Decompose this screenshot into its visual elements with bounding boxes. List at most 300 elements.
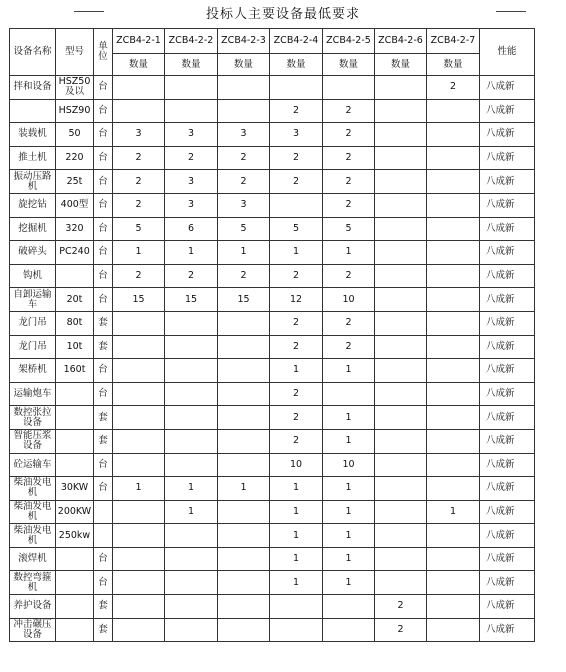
equipment-unit: 台: [94, 382, 113, 406]
quantity-cell: 15: [165, 288, 218, 312]
table-row: [10, 618, 535, 642]
quantity-cell: [375, 170, 427, 194]
equipment-model: [56, 429, 94, 453]
equipment-unit: 台: [94, 571, 113, 595]
quantity-cell: 10: [323, 453, 375, 477]
equipment-name: 数控弯箍机: [10, 571, 56, 595]
equipment-model: HSZ50及以: [56, 76, 94, 100]
quantity-cell: 3: [218, 193, 270, 217]
equipment-model: [56, 595, 94, 619]
header-section: ZCB4-2-6: [375, 29, 427, 54]
quantity-cell: 2: [270, 99, 323, 123]
equipment-model: 220: [56, 146, 94, 170]
quantity-cell: 2: [270, 170, 323, 194]
quantity-cell: [113, 453, 165, 477]
title-rule-right: [496, 11, 526, 12]
header-row: [10, 29, 535, 54]
equipment-unit: 台: [94, 99, 113, 123]
quantity-cell: [218, 547, 270, 571]
performance-cell: 八成新: [480, 311, 535, 335]
performance-cell: 八成新: [480, 453, 535, 477]
quantity-cell: [270, 76, 323, 100]
quantity-cell: [165, 99, 218, 123]
quantity-cell: 2: [323, 193, 375, 217]
quantity-cell: 1: [323, 571, 375, 595]
equipment-name: 龙门吊: [10, 335, 56, 359]
header-name: 设备名称: [10, 29, 56, 76]
quantity-cell: [427, 595, 480, 619]
quantity-cell: [427, 241, 480, 265]
quantity-cell: [113, 76, 165, 100]
quantity-cell: [165, 571, 218, 595]
quantity-cell: 2: [323, 123, 375, 147]
quantity-cell: [113, 571, 165, 595]
quantity-cell: [165, 311, 218, 335]
equipment-model: 10t: [56, 335, 94, 359]
equipment-unit: 台: [94, 359, 113, 383]
equipment-model: [56, 382, 94, 406]
quantity-cell: [218, 500, 270, 524]
quantity-cell: 5: [270, 217, 323, 241]
quantity-cell: [165, 595, 218, 619]
equipment-unit: 台: [94, 76, 113, 100]
performance-cell: 八成新: [480, 359, 535, 383]
quantity-cell: [427, 477, 480, 501]
equipment-model: 50: [56, 123, 94, 147]
performance-cell: 八成新: [480, 429, 535, 453]
performance-cell: 八成新: [480, 170, 535, 194]
equipment-unit: 台: [94, 146, 113, 170]
quantity-cell: 1: [270, 547, 323, 571]
table-row: [10, 99, 535, 123]
table-row: [10, 500, 535, 524]
quantity-cell: [218, 382, 270, 406]
quantity-cell: [375, 477, 427, 501]
quantity-cell: 2: [270, 264, 323, 288]
quantity-cell: 2: [165, 264, 218, 288]
equipment-name: 柴油发电机: [10, 500, 56, 524]
quantity-cell: [375, 241, 427, 265]
performance-cell: 八成新: [480, 146, 535, 170]
quantity-cell: [113, 311, 165, 335]
quantity-cell: 5: [113, 217, 165, 241]
performance-cell: 八成新: [480, 595, 535, 619]
quantity-cell: 2: [218, 264, 270, 288]
performance-cell: 八成新: [480, 618, 535, 642]
equipment-name: 智能压浆设备: [10, 429, 56, 453]
quantity-cell: 15: [218, 288, 270, 312]
quantity-cell: [218, 571, 270, 595]
performance-cell: 八成新: [480, 264, 535, 288]
equipment-unit: 套: [94, 429, 113, 453]
table-row: [10, 193, 535, 217]
table-row: [10, 382, 535, 406]
performance-cell: 八成新: [480, 571, 535, 595]
quantity-cell: [113, 406, 165, 430]
equipment-unit: 台: [94, 477, 113, 501]
page-title: 投标人主要设备最低要求: [205, 7, 360, 22]
quantity-cell: 1: [270, 571, 323, 595]
quantity-cell: [165, 76, 218, 100]
quantity-cell: 2: [218, 146, 270, 170]
quantity-cell: [427, 193, 480, 217]
quantity-cell: [427, 571, 480, 595]
quantity-cell: [375, 547, 427, 571]
quantity-cell: 3: [218, 123, 270, 147]
table-row: [10, 123, 535, 147]
equipment-model: 30KW: [56, 477, 94, 501]
quantity-cell: [165, 359, 218, 383]
table-row: [10, 406, 535, 430]
header-section: ZCB4-2-3: [218, 29, 270, 54]
header-unit: 单位: [94, 29, 113, 76]
quantity-cell: [375, 571, 427, 595]
quantity-cell: [427, 524, 480, 548]
quantity-cell: [165, 453, 218, 477]
quantity-cell: [375, 288, 427, 312]
quantity-cell: [165, 335, 218, 359]
quantity-cell: 2: [323, 146, 375, 170]
equipment-model: 250kw: [56, 524, 94, 548]
equipment-model: 80t: [56, 311, 94, 335]
equipment-unit: 台: [94, 170, 113, 194]
quantity-cell: [218, 618, 270, 642]
equipment-name: 装载机: [10, 123, 56, 147]
table-row: [10, 264, 535, 288]
quantity-cell: [375, 406, 427, 430]
performance-cell: 八成新: [480, 217, 535, 241]
performance-cell: 八成新: [480, 241, 535, 265]
equipment-name: [10, 99, 56, 123]
quantity-cell: 2: [270, 335, 323, 359]
quantity-cell: 2: [113, 264, 165, 288]
quantity-cell: [218, 99, 270, 123]
equipment-requirements-table: [9, 28, 535, 642]
quantity-cell: [375, 359, 427, 383]
quantity-cell: [427, 335, 480, 359]
quantity-cell: [113, 595, 165, 619]
header-perf: 性能: [480, 29, 535, 76]
equipment-unit: [94, 500, 113, 524]
quantity-cell: [375, 382, 427, 406]
quantity-cell: [113, 382, 165, 406]
header-qty: 数量: [427, 54, 480, 76]
equipment-name: 自卸运输车: [10, 288, 56, 312]
quantity-cell: 2: [270, 382, 323, 406]
quantity-cell: [427, 264, 480, 288]
quantity-cell: 3: [165, 123, 218, 147]
quantity-cell: 1: [165, 241, 218, 265]
quantity-cell: [165, 618, 218, 642]
quantity-cell: [165, 547, 218, 571]
equipment-name: 挖掘机: [10, 217, 56, 241]
quantity-cell: 1: [270, 500, 323, 524]
equipment-name: 架桥机: [10, 359, 56, 383]
equipment-unit: 台: [94, 217, 113, 241]
quantity-cell: 2: [113, 146, 165, 170]
quantity-cell: [113, 618, 165, 642]
quantity-cell: [113, 429, 165, 453]
quantity-cell: [113, 547, 165, 571]
equipment-unit: 套: [94, 311, 113, 335]
quantity-cell: [375, 146, 427, 170]
equipment-model: HSZ90: [56, 99, 94, 123]
quantity-cell: [165, 524, 218, 548]
quantity-cell: 2: [375, 595, 427, 619]
equipment-model: [56, 571, 94, 595]
equipment-name: 旋挖钻: [10, 193, 56, 217]
quantity-cell: [375, 429, 427, 453]
equipment-unit: 套: [94, 335, 113, 359]
table-row: [10, 429, 535, 453]
quantity-cell: 2: [270, 406, 323, 430]
quantity-cell: 5: [323, 217, 375, 241]
quantity-cell: [218, 406, 270, 430]
quantity-cell: [375, 264, 427, 288]
header-qty: 数量: [218, 54, 270, 76]
quantity-cell: [427, 382, 480, 406]
equipment-unit: 套: [94, 406, 113, 430]
equipment-model: 400型: [56, 193, 94, 217]
header-section: ZCB4-2-2: [165, 29, 218, 54]
quantity-cell: 12: [270, 288, 323, 312]
quantity-cell: [375, 123, 427, 147]
quantity-cell: 1: [323, 241, 375, 265]
performance-cell: 八成新: [480, 99, 535, 123]
table-row: [10, 288, 535, 312]
quantity-cell: 2: [270, 429, 323, 453]
quantity-cell: 2: [375, 618, 427, 642]
header-qty: 数量: [113, 54, 165, 76]
quantity-cell: [375, 335, 427, 359]
quantity-cell: [375, 217, 427, 241]
equipment-name: 龙门吊: [10, 311, 56, 335]
performance-cell: 八成新: [480, 524, 535, 548]
quantity-cell: [323, 618, 375, 642]
header-qty: 数量: [375, 54, 427, 76]
quantity-cell: [427, 547, 480, 571]
performance-cell: 八成新: [480, 477, 535, 501]
quantity-cell: [113, 359, 165, 383]
equipment-unit: 台: [94, 453, 113, 477]
quantity-cell: [113, 335, 165, 359]
equipment-name: 推土机: [10, 146, 56, 170]
quantity-cell: [427, 99, 480, 123]
quantity-cell: 1: [323, 406, 375, 430]
quantity-cell: [375, 76, 427, 100]
equipment-model: [56, 618, 94, 642]
quantity-cell: [427, 311, 480, 335]
quantity-cell: 15: [113, 288, 165, 312]
quantity-cell: [375, 524, 427, 548]
quantity-cell: [427, 146, 480, 170]
quantity-cell: [218, 311, 270, 335]
header-qty: 数量: [165, 54, 218, 76]
table-row: [10, 241, 535, 265]
equipment-name: 振动压路机: [10, 170, 56, 194]
header-qty: 数量: [323, 54, 375, 76]
equipment-model: 200KW: [56, 500, 94, 524]
quantity-cell: [323, 595, 375, 619]
quantity-cell: 1: [113, 477, 165, 501]
quantity-cell: 1: [323, 500, 375, 524]
table-row: [10, 595, 535, 619]
quantity-cell: [427, 453, 480, 477]
quantity-cell: [427, 170, 480, 194]
header-section: ZCB4-2-5: [323, 29, 375, 54]
performance-cell: 八成新: [480, 123, 535, 147]
quantity-cell: [218, 359, 270, 383]
quantity-cell: 1: [165, 500, 218, 524]
equipment-model: 25t: [56, 170, 94, 194]
performance-cell: 八成新: [480, 335, 535, 359]
quantity-cell: 2: [427, 76, 480, 100]
equipment-unit: 台: [94, 547, 113, 571]
quantity-cell: 2: [113, 170, 165, 194]
equipment-name: 数控张拉设备: [10, 406, 56, 430]
equipment-name: 养护设备: [10, 595, 56, 619]
quantity-cell: 3: [270, 123, 323, 147]
quantity-cell: 2: [165, 146, 218, 170]
performance-cell: 八成新: [480, 193, 535, 217]
quantity-cell: [375, 193, 427, 217]
performance-cell: 八成新: [480, 500, 535, 524]
table-row: [10, 359, 535, 383]
quantity-cell: 1: [427, 500, 480, 524]
table-row: [10, 146, 535, 170]
quantity-cell: 2: [113, 193, 165, 217]
quantity-cell: 1: [270, 241, 323, 265]
quantity-cell: 2: [323, 170, 375, 194]
quantity-cell: [375, 99, 427, 123]
table-row: [10, 76, 535, 100]
equipment-name: 柴油发电机: [10, 524, 56, 548]
quantity-cell: 1: [323, 359, 375, 383]
quantity-cell: 2: [323, 99, 375, 123]
header-section: ZCB4-2-1: [113, 29, 165, 54]
header-section: ZCB4-2-4: [270, 29, 323, 54]
quantity-cell: 2: [323, 264, 375, 288]
equipment-model: [56, 264, 94, 288]
equipment-model: 320: [56, 217, 94, 241]
performance-cell: 八成新: [480, 547, 535, 571]
quantity-cell: [218, 429, 270, 453]
quantity-cell: 2: [270, 146, 323, 170]
header-section: ZCB4-2-7: [427, 29, 480, 54]
quantity-cell: [323, 76, 375, 100]
quantity-cell: 10: [270, 453, 323, 477]
equipment-model: [56, 547, 94, 571]
table-row: [10, 311, 535, 335]
table-row: [10, 547, 535, 571]
quantity-cell: [270, 193, 323, 217]
quantity-cell: 3: [113, 123, 165, 147]
quantity-cell: 6: [165, 217, 218, 241]
table-row: [10, 335, 535, 359]
table-row: [10, 453, 535, 477]
equipment-unit: 套: [94, 595, 113, 619]
quantity-cell: 1: [218, 477, 270, 501]
quantity-cell: [427, 429, 480, 453]
equipment-unit: 台: [94, 288, 113, 312]
quantity-cell: [427, 406, 480, 430]
quantity-cell: [113, 500, 165, 524]
equipment-model: [56, 406, 94, 430]
quantity-cell: [218, 524, 270, 548]
quantity-cell: 1: [165, 477, 218, 501]
quantity-cell: 1: [323, 547, 375, 571]
quantity-cell: [375, 453, 427, 477]
performance-cell: 八成新: [480, 76, 535, 100]
quantity-cell: [427, 123, 480, 147]
quantity-cell: 10: [323, 288, 375, 312]
quantity-cell: 5: [218, 217, 270, 241]
quantity-cell: 1: [218, 241, 270, 265]
quantity-cell: 1: [270, 524, 323, 548]
quantity-cell: 3: [165, 193, 218, 217]
equipment-unit: 台: [94, 123, 113, 147]
quantity-cell: [375, 500, 427, 524]
quantity-cell: [375, 311, 427, 335]
equipment-model: [56, 453, 94, 477]
quantity-cell: [113, 524, 165, 548]
quantity-cell: [270, 595, 323, 619]
quantity-cell: [270, 618, 323, 642]
quantity-cell: [165, 406, 218, 430]
equipment-name: 砼运输车: [10, 453, 56, 477]
table-row: [10, 217, 535, 241]
quantity-cell: 1: [323, 477, 375, 501]
equipment-name: 滚焊机: [10, 547, 56, 571]
table-row: [10, 170, 535, 194]
quantity-cell: [427, 288, 480, 312]
equipment-unit: 台: [94, 241, 113, 265]
quantity-cell: [427, 618, 480, 642]
quantity-cell: 1: [270, 359, 323, 383]
performance-cell: 八成新: [480, 288, 535, 312]
quantity-cell: 3: [165, 170, 218, 194]
quantity-cell: 1: [270, 477, 323, 501]
equipment-model: PC240: [56, 241, 94, 265]
equipment-unit: 套: [94, 618, 113, 642]
equipment-name: 拌和设备: [10, 76, 56, 100]
equipment-name: 柴油发电机: [10, 477, 56, 501]
table-row: [10, 571, 535, 595]
quantity-cell: [218, 595, 270, 619]
equipment-unit: [94, 524, 113, 548]
equipment-name: 冲击碾压设备: [10, 618, 56, 642]
quantity-cell: [165, 382, 218, 406]
equipment-model: 160t: [56, 359, 94, 383]
performance-cell: 八成新: [480, 406, 535, 430]
quantity-cell: [218, 76, 270, 100]
quantity-cell: 1: [323, 524, 375, 548]
table-row: [10, 477, 535, 501]
quantity-cell: [218, 335, 270, 359]
quantity-cell: [218, 453, 270, 477]
quantity-cell: [427, 217, 480, 241]
equipment-model: 20t: [56, 288, 94, 312]
quantity-cell: 2: [323, 335, 375, 359]
quantity-cell: 2: [323, 311, 375, 335]
header-qty: 数量: [270, 54, 323, 76]
quantity-cell: 2: [218, 170, 270, 194]
equipment-name: 运输炮车: [10, 382, 56, 406]
quantity-cell: 1: [113, 241, 165, 265]
header-model: 型号: [56, 29, 94, 76]
table-row: [10, 524, 535, 548]
performance-cell: 八成新: [480, 382, 535, 406]
